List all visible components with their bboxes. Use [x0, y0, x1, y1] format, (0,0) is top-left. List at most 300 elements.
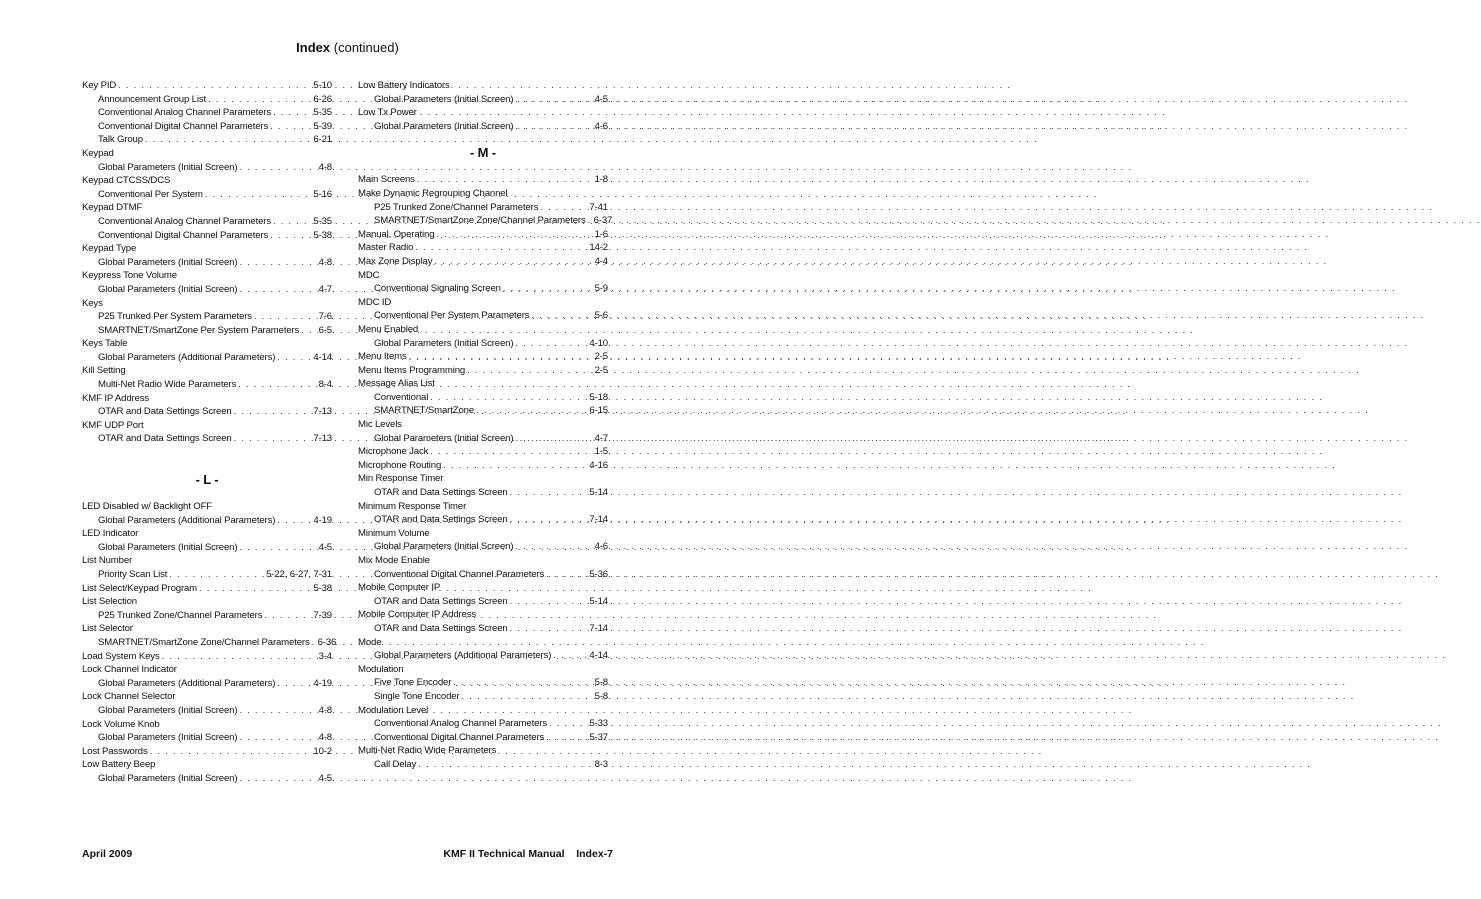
index-entry	[358, 581, 608, 595]
dot-leader	[510, 513, 588, 527]
index-list-l	[82, 500, 337, 785]
index-subentry	[358, 486, 608, 500]
dot-leader	[453, 676, 592, 690]
dot-leader	[515, 540, 592, 554]
dot-leader	[588, 214, 592, 228]
entry-label: SMARTNET/SmartZone Zone/Channel Parameters	[98, 636, 310, 648]
entry-page-number: 1-6	[594, 228, 608, 240]
index-entry	[358, 350, 608, 364]
index-entry	[358, 296, 608, 310]
dot-leader	[434, 255, 592, 269]
entry-label: Mix Mode Enable	[358, 555, 430, 566]
entry-page-number: 3-4	[318, 650, 332, 662]
entry-label: Global Parameters (Initial Screen)	[98, 256, 238, 268]
entry-page-number: 5-14	[589, 487, 608, 499]
index-subentry	[82, 636, 337, 650]
dot-leader	[254, 310, 317, 324]
entry-page-number: 4-6	[594, 120, 608, 132]
index-entry	[358, 472, 608, 486]
index-entry	[82, 337, 332, 351]
entry-label: Global Parameters (Additional Parameters)	[374, 650, 552, 662]
entry-label: SMARTNET/SmartZone Zone/Channel Parameters	[374, 215, 586, 227]
index-subentry	[358, 595, 608, 609]
entry-page-number: 6-36	[317, 636, 337, 648]
dot-leader	[270, 229, 311, 243]
index-subentry	[358, 758, 608, 772]
entry-label: Menu Items	[358, 351, 407, 363]
entry-label: Microphone Jack	[358, 446, 429, 458]
index-subentry	[358, 391, 608, 405]
index-entry	[82, 201, 332, 215]
entry-label: Low Tx Power	[358, 107, 417, 119]
entry-page-number: 5-6	[594, 310, 608, 322]
entry-label: Conventional Per System Parameters	[374, 310, 530, 322]
dot-leader	[476, 404, 587, 418]
dot-leader	[118, 79, 311, 93]
footer-date: April 2009	[82, 848, 133, 860]
entry-label: Global Parameters (Initial Screen)	[374, 93, 514, 105]
index-entry	[82, 269, 332, 283]
entry-label: Master Radio	[358, 242, 414, 254]
dot-leader	[234, 432, 312, 446]
index-subentry	[358, 540, 608, 554]
entry-page-number: 1-8	[594, 174, 608, 186]
entry-label: MDC	[358, 269, 380, 281]
entry-page-number: 5-8	[594, 690, 608, 702]
entry-label: KMF UDP Port	[82, 419, 144, 431]
entry-page-number: 14-2	[589, 242, 608, 254]
entry-page-number: 8-4	[318, 379, 332, 391]
entry-label: Kill Setting	[82, 365, 126, 377]
entry-label: Global Parameters (Initial Screen)	[98, 732, 238, 744]
dot-leader	[199, 582, 311, 596]
index-entry	[82, 242, 332, 256]
entry-page-number: 5-16	[313, 188, 332, 200]
entry-label: Main Screens	[358, 174, 415, 186]
dot-leader	[409, 350, 593, 364]
index-subentry	[82, 161, 332, 175]
entry-label: Multi-Net Radio Wide Parameters	[358, 745, 497, 757]
index-subentry	[358, 93, 608, 107]
dot-leader	[238, 378, 316, 392]
entry-page-number: 7-6	[318, 311, 332, 323]
index-subentry	[358, 214, 613, 228]
dot-leader	[443, 459, 587, 473]
entry-label: Minimum Volume	[358, 527, 430, 539]
entry-label: Global Parameters (Initial Screen)	[98, 283, 238, 295]
entry-label: Conventional Analog Channel Parameters	[98, 215, 271, 227]
entry-page-number: 5-38	[313, 582, 332, 594]
entry-page-number: 7-14	[589, 514, 608, 526]
index-list-m	[358, 173, 613, 771]
index-subentry	[358, 676, 608, 690]
dot-leader	[549, 717, 587, 731]
index-subentry	[358, 513, 608, 527]
entry-label: Message Alias List	[358, 378, 435, 390]
index-entry	[358, 228, 608, 242]
entry-label: Mobile Computer IP Address	[358, 609, 477, 621]
dot-leader	[417, 173, 593, 187]
entry-page-number: 5-35	[313, 107, 332, 119]
dot-leader	[145, 133, 312, 147]
entry-page-number: 4-10	[589, 337, 608, 349]
entry-page-number: 6-21	[313, 134, 332, 146]
entry-label: List Select/Keypad Program	[82, 582, 198, 594]
index-entry	[82, 663, 332, 677]
entry-label: Multi-Net Radio Wide Parameters	[98, 379, 237, 391]
entry-page-number: 6-37	[593, 215, 613, 227]
entry-label: Manual, Operating	[358, 228, 435, 240]
entry-page-number: 4-6	[594, 541, 608, 553]
index-subentry	[82, 405, 332, 419]
entry-label: Lost Passwords	[82, 745, 148, 757]
index-subtitle: (continued)	[333, 40, 399, 55]
dot-leader	[418, 758, 592, 772]
entry-page-number: 4-8	[318, 161, 332, 173]
entry-page-number: 5-18	[589, 391, 608, 403]
entry-label: Global Parameters (Initial Screen)	[98, 704, 238, 716]
index-title: Index	[296, 40, 331, 55]
index-subentry	[82, 310, 332, 324]
entry-page-number: 4-19	[313, 514, 332, 526]
index-entry	[82, 419, 332, 433]
entry-label: Keypress Tone Volume	[82, 270, 177, 282]
entry-page-number: 1-5	[594, 446, 608, 458]
entry-label: Conventional Per System	[98, 188, 203, 200]
dot-leader	[208, 93, 311, 107]
entry-label: Global Parameters (Initial Screen)	[98, 772, 238, 784]
index-subentry	[82, 541, 332, 555]
entry-label: Announcement Group List	[98, 93, 207, 105]
index-subentry	[358, 717, 608, 731]
entry-page-number: 6-5	[318, 324, 332, 336]
index-subentry	[82, 229, 332, 243]
entry-label: Min Response Timer	[358, 473, 444, 485]
entry-label: Conventional Digital Channel Parameters	[98, 120, 269, 132]
dot-leader	[540, 201, 587, 215]
entry-label: Conventional Signaling Screen	[374, 283, 501, 295]
index-subentry	[358, 120, 608, 134]
dot-leader	[239, 161, 316, 175]
index-subentry	[82, 772, 332, 786]
entry-label: Global Parameters (Additional Parameters)	[98, 351, 276, 363]
index-entry	[358, 500, 608, 514]
dot-leader	[273, 106, 311, 120]
dot-leader	[264, 609, 311, 623]
index-list-k	[82, 79, 332, 446]
entry-label: Global Parameters (Initial Screen)	[374, 541, 514, 553]
dot-leader	[270, 120, 311, 134]
entry-label: Call Delay	[374, 758, 417, 770]
dot-leader	[169, 568, 264, 582]
index-subentry	[82, 731, 332, 745]
dot-leader	[301, 324, 316, 338]
entry-page-number: 2-5	[594, 351, 608, 363]
dot-leader	[515, 93, 592, 107]
dot-leader	[430, 445, 592, 459]
dot-leader	[546, 731, 587, 745]
index-subentry	[82, 568, 332, 582]
dot-leader	[515, 337, 587, 351]
entry-label: Conventional Digital Channel Parameters	[374, 731, 545, 743]
entry-label: Global Parameters (Additional Parameters)	[98, 514, 276, 526]
entry-label: Load System Keys	[82, 650, 160, 662]
entry-page-number: 7-39	[313, 609, 332, 621]
index-entry	[358, 79, 608, 93]
entry-label: Keypad CTCSS/DCS	[82, 175, 171, 187]
dot-leader	[467, 364, 593, 378]
entry-label: Modulation	[358, 663, 404, 675]
index-entry	[82, 79, 332, 93]
dot-leader	[546, 568, 587, 582]
index-entry	[358, 269, 608, 283]
entry-label: Low Battery Indicators	[358, 80, 450, 91]
entry-page-number: 5-36	[589, 568, 608, 580]
dot-leader	[277, 351, 311, 365]
entry-label: Mobile Computer IP	[358, 582, 441, 594]
entry-label: List Number	[82, 555, 133, 567]
entry-label: Modulation Level	[358, 704, 429, 716]
dot-leader	[415, 241, 587, 255]
entry-page-number: 7-13	[313, 406, 332, 418]
entry-label: Max Zone Display	[358, 255, 433, 267]
entry-label: List Selection	[82, 596, 137, 608]
index-entry	[358, 704, 608, 718]
index-subentry	[82, 93, 332, 107]
entry-label: Global Parameters (Initial Screen)	[374, 337, 514, 349]
index-entry	[358, 241, 608, 255]
entry-page-number: 4-7	[594, 432, 608, 444]
entry-label: Conventional Digital Channel Parameters	[98, 229, 269, 241]
index-entry	[358, 663, 608, 677]
entry-page-number: 6-26	[313, 93, 332, 105]
index-subentry	[82, 256, 332, 270]
entry-page-number: 5-10	[313, 80, 332, 91]
entry-page-number: 6-15	[589, 405, 608, 417]
index-entry	[82, 500, 332, 514]
entry-label: LED Disabled w/ Backlight OFF	[82, 501, 213, 513]
entry-label: Keypad	[82, 147, 114, 159]
entry-label: Global Parameters (Initial Screen)	[374, 120, 514, 132]
index-subentry	[358, 731, 608, 745]
entry-label: Priority Scan List	[98, 569, 168, 580]
index-entry	[82, 364, 332, 378]
entry-label: MDC ID	[358, 296, 392, 308]
entry-page-number: 5-22, 6-27, 7-31	[266, 569, 332, 580]
dot-leader	[510, 595, 588, 609]
index-subentry	[358, 649, 608, 663]
index-subentry	[358, 404, 608, 418]
index-entry	[358, 418, 608, 432]
index-entry	[82, 297, 332, 311]
entry-page-number: 4-8	[318, 704, 332, 716]
entry-label: Make Dynamic Regrouping Channel	[358, 187, 508, 199]
index-entry	[82, 718, 332, 732]
dot-leader	[239, 283, 316, 297]
dot-leader	[273, 215, 311, 229]
dot-leader	[162, 650, 317, 664]
entry-label: OTAR and Data Settings Screen	[374, 595, 508, 607]
entry-page-number: 4-5	[318, 772, 332, 784]
entry-label: Menu Enabled	[358, 323, 419, 335]
entry-label: OTAR and Data Settings Screen	[98, 433, 232, 445]
index-subentry	[358, 690, 608, 704]
entry-page-number: 4-16	[589, 459, 608, 471]
index-subentry	[358, 201, 608, 215]
entry-page-number: 4-4	[594, 255, 608, 267]
index-column-right	[358, 79, 613, 772]
entry-label: Low Battery Beep	[82, 759, 156, 771]
entry-page-number: 7-13	[313, 433, 332, 445]
dot-leader	[239, 731, 316, 745]
entry-label: KMF IP Address	[82, 392, 150, 404]
index-subentry	[82, 324, 332, 338]
entry-page-number: 5-38	[313, 229, 332, 241]
index-entry	[358, 636, 608, 650]
index-subentry	[82, 378, 332, 392]
entry-label: Keys	[82, 297, 103, 309]
index-entry	[358, 364, 608, 378]
entry-page-number: 4-14	[313, 351, 332, 363]
entry-label: Five Tone Encoder	[374, 677, 452, 689]
index-entry	[358, 255, 608, 269]
entry-page-number: 2-5	[594, 364, 608, 376]
entry-page-number: 4-19	[313, 677, 332, 689]
entry-page-number: 7-41	[589, 201, 608, 213]
entry-page-number: 5-14	[589, 595, 608, 607]
index-entry	[82, 595, 332, 609]
dot-leader	[239, 541, 316, 555]
entry-label: Global Parameters (Initial Screen)	[98, 541, 238, 553]
index-subentry	[358, 432, 608, 446]
entry-label: Talk Group	[98, 134, 143, 146]
entry-label: OTAR and Data Settings Screen	[374, 487, 508, 499]
entry-page-number: 4-7	[318, 283, 332, 295]
entry-page-number: 4-5	[594, 93, 608, 105]
entry-label: Key PID	[82, 80, 117, 91]
index-subentry	[358, 337, 608, 351]
page-title	[0, 40, 695, 55]
entry-label: SMARTNET/SmartZone	[374, 405, 475, 417]
entry-page-number: 4-5	[318, 541, 332, 553]
section-heading-l: - L -	[195, 472, 219, 488]
index-entry	[82, 527, 332, 541]
entry-label: Keypad Type	[82, 243, 137, 255]
index-entry	[358, 554, 608, 568]
entry-label: OTAR and Data Settings Screen	[374, 514, 508, 526]
entry-page-number: 4-14	[589, 650, 608, 662]
index-column-left	[82, 79, 337, 786]
dot-leader	[312, 636, 316, 650]
dot-leader	[239, 256, 316, 270]
index-subentry	[82, 677, 332, 691]
entry-label: Single Tone Encoder	[374, 690, 460, 702]
entry-label: Mic Levels	[358, 419, 402, 431]
entry-label: P25 Trunked Zone/Channel Parameters	[374, 201, 539, 213]
section-gap	[82, 446, 332, 460]
index-subentry	[82, 432, 332, 446]
dot-leader	[436, 228, 592, 242]
index-subentry	[82, 351, 332, 365]
dot-leader	[150, 745, 312, 759]
dot-leader	[515, 120, 592, 134]
dot-leader	[531, 309, 592, 323]
index-subentry	[82, 106, 332, 120]
entry-label: Global Parameters (Initial Screen)	[374, 432, 514, 444]
entry-label: Keys Table	[82, 338, 128, 350]
entry-label: Minimum Response Timer	[358, 500, 467, 512]
entry-page-number: 5-8	[594, 677, 608, 689]
index-entry	[82, 554, 332, 568]
entry-page-number: 10-2	[313, 745, 332, 757]
index-list-l-continued	[358, 79, 608, 133]
index-entry	[358, 459, 608, 473]
entry-label: Lock Channel Selector	[82, 691, 176, 703]
index-entry	[82, 147, 332, 161]
index-subentry	[82, 120, 332, 134]
dot-leader	[503, 282, 593, 296]
footer-manual-page: KMF II Technical Manual Index-7	[443, 848, 613, 860]
index-entry	[358, 527, 608, 541]
entry-page-number: 7-14	[589, 622, 608, 634]
dot-leader	[239, 772, 316, 786]
dot-leader	[553, 649, 587, 663]
entry-label: Global Parameters (Initial Screen)	[98, 161, 238, 173]
index-entry	[82, 650, 332, 664]
entry-label: Conventional	[374, 391, 429, 403]
dot-leader	[515, 432, 592, 446]
index-entry	[358, 323, 608, 337]
dot-leader	[234, 405, 312, 419]
index-entry	[82, 758, 332, 772]
entry-page-number: 4-8	[318, 256, 332, 268]
index-entry	[358, 445, 608, 459]
entry-page-number: 8-3	[594, 758, 608, 770]
dot-leader	[510, 486, 588, 500]
entry-page-number: 5-37	[589, 731, 608, 743]
dot-leader	[462, 690, 593, 704]
entry-label: Lock Channel Indicator	[82, 664, 177, 676]
entry-label: P25 Trunked Zone/Channel Parameters	[98, 609, 263, 621]
index-entry	[82, 690, 332, 704]
index-entry	[358, 173, 608, 187]
dot-leader	[277, 514, 311, 528]
entry-page-number: 5-9	[594, 283, 608, 295]
index-subentry	[82, 133, 332, 147]
section-heading-m: - M -	[470, 145, 496, 161]
index-entry	[358, 377, 608, 391]
entry-label: Conventional Analog Channel Parameters	[98, 107, 271, 119]
entry-page-number: 4-8	[318, 732, 332, 744]
entry-page-number: 5-35	[313, 215, 332, 227]
dot-leader	[510, 622, 588, 636]
index-entry	[82, 392, 332, 406]
entry-label: Microphone Routing	[358, 459, 442, 471]
index-entry	[358, 744, 608, 758]
index-entry	[358, 187, 608, 201]
dot-leader	[205, 188, 312, 202]
entry-label: P25 Trunked Per System Parameters	[98, 311, 252, 323]
entry-label: Keypad DTMF	[82, 202, 143, 214]
entry-label: SMARTNET/SmartZone Per System Parameters	[98, 324, 300, 336]
entry-label: LED Indicator	[82, 528, 139, 540]
index-entry	[82, 622, 332, 636]
index-entry	[82, 174, 332, 188]
index-subentry	[358, 309, 608, 323]
dot-leader	[239, 704, 316, 718]
index-subentry	[82, 188, 332, 202]
index-entry	[82, 582, 332, 596]
